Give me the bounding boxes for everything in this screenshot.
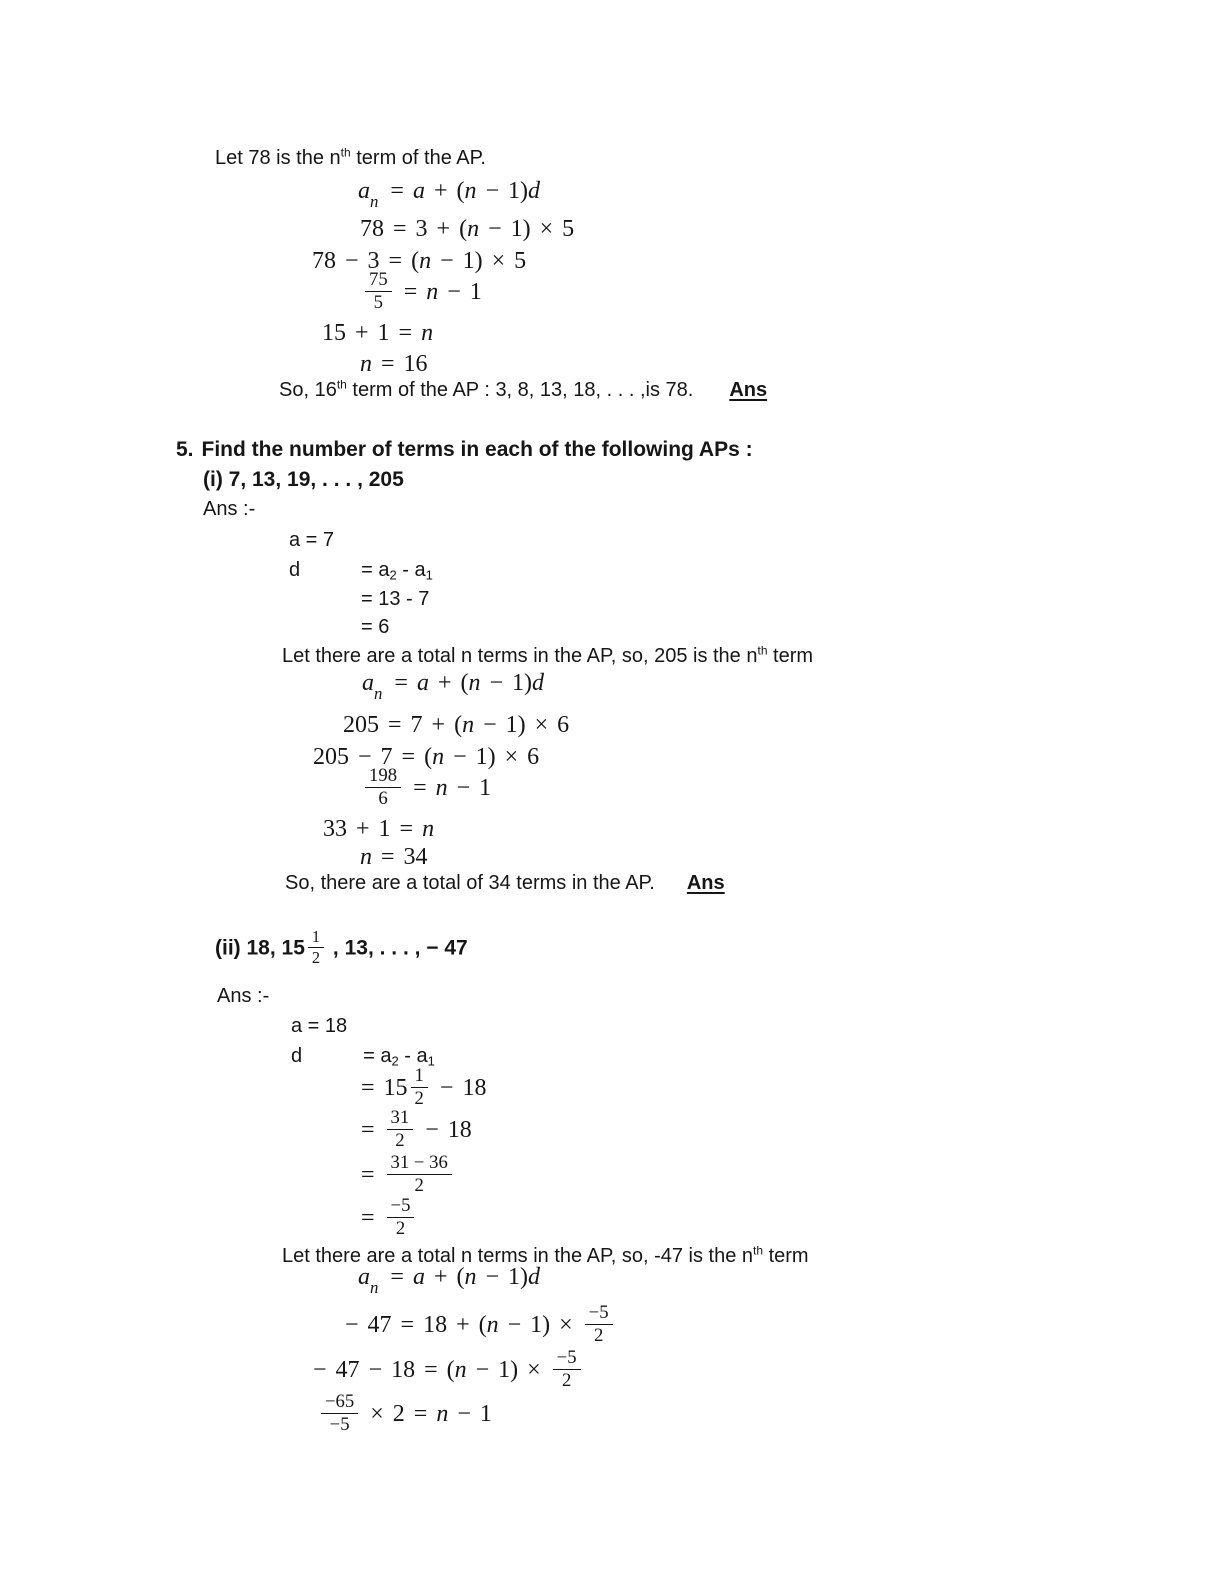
text-run: = 13 - 7 <box>361 588 430 610</box>
fraction-denominator: 5 <box>373 292 384 314</box>
text-run: − 1) × <box>498 1312 582 1339</box>
text-run: − 1) × 5 <box>479 216 575 242</box>
text-run: Ans :- <box>203 498 256 520</box>
text-run: n <box>462 712 475 738</box>
text-run: 2 <box>391 1053 399 1069</box>
fraction <box>585 1303 613 1346</box>
fraction <box>387 1153 452 1196</box>
text-run: − 47 − 18 = ( <box>313 1357 455 1384</box>
equation-line <box>358 176 540 213</box>
equation-line <box>360 214 574 244</box>
fraction <box>365 766 401 809</box>
equation-line <box>323 814 434 844</box>
fraction-denominator: 2 <box>414 1088 424 1110</box>
text-run: a <box>416 670 429 696</box>
sub-question-heading <box>215 927 468 968</box>
text-run: n <box>464 178 477 204</box>
value-line <box>289 557 433 585</box>
text-run: d <box>289 559 301 581</box>
text-run: n <box>426 279 439 306</box>
text-run: − 1) × 6 <box>474 712 570 738</box>
text-run: − 1) <box>476 1264 528 1290</box>
text-run: − 47 = 18 + ( <box>345 1312 487 1339</box>
fraction-denominator: 6 <box>378 788 388 810</box>
fraction-denominator: 2 <box>593 1325 604 1347</box>
fraction <box>387 1108 414 1151</box>
equation-line <box>322 318 433 348</box>
fraction-numerator: −5 <box>387 1196 415 1218</box>
equation-line <box>358 1262 540 1299</box>
statement-line <box>215 145 486 171</box>
text-run: + ( <box>428 670 469 696</box>
equation-line <box>313 1347 584 1393</box>
text-run: n <box>422 816 435 842</box>
fraction-numerator: 31 <box>387 1108 414 1130</box>
text-run: term <box>767 645 814 667</box>
text-run: a = 18 <box>291 1015 348 1037</box>
equation-line <box>362 765 492 811</box>
text-run: - a <box>398 1045 428 1067</box>
text-run: × 2 = <box>361 1401 437 1428</box>
text-run: Find the number of terms in each of the following APs : <box>201 438 753 461</box>
text-run: − 1 <box>438 279 482 306</box>
text-run: n <box>432 744 445 770</box>
fraction-numerator: 1 <box>411 1066 428 1088</box>
answer-label: Ans <box>686 872 725 894</box>
text-run: = <box>361 1205 384 1232</box>
text-run: 15 + 1 = <box>322 320 422 346</box>
text-run: − 18 <box>430 1075 487 1102</box>
text-run: = <box>381 178 413 204</box>
text-run: 1 <box>425 567 433 583</box>
value-line <box>361 1065 487 1111</box>
value-line <box>361 614 389 640</box>
text-run: n <box>464 1264 477 1290</box>
fraction <box>365 270 392 313</box>
text-run: − 18 <box>416 1117 472 1144</box>
text-run: 205 − 7 = ( <box>313 744 433 770</box>
equation-line <box>345 1302 616 1348</box>
text-run: − 1) × 6 <box>444 744 540 770</box>
text-run: 78 = 3 + ( <box>360 216 468 242</box>
text-run: − 1) <box>480 670 532 696</box>
value-line <box>361 1152 455 1198</box>
text-run: th <box>340 145 351 160</box>
text-run: + ( <box>424 1264 465 1290</box>
text-run: = 6 <box>361 616 390 638</box>
text-run: − 1 <box>447 775 492 802</box>
text-run: n <box>436 1401 449 1428</box>
text-run: = 15 <box>361 1075 408 1102</box>
text-run: a = 7 <box>289 529 335 551</box>
text-run: th <box>753 1243 764 1258</box>
text-run: (i) 7, 13, 19, . . . , 205 <box>203 468 404 491</box>
text-run: d <box>528 1264 540 1290</box>
text-run: = 16 <box>372 351 428 377</box>
text-run: n <box>486 1312 499 1339</box>
text-run: 2 <box>389 567 397 583</box>
conclusion-line <box>279 377 767 403</box>
fraction-denominator: 2 <box>395 1130 405 1152</box>
fraction-numerator: 198 <box>365 766 401 788</box>
text-run: n <box>360 844 372 870</box>
fraction <box>553 1348 581 1391</box>
text-run: + ( <box>424 178 465 204</box>
text-run: n <box>374 684 383 704</box>
value-line <box>361 1195 417 1241</box>
value-line <box>361 1107 472 1153</box>
text-run: d <box>291 1045 303 1067</box>
text-run: So, there are a total of 34 terms in the AP. <box>285 872 655 894</box>
equation-line <box>360 842 428 872</box>
equation-line <box>362 668 544 705</box>
fraction <box>308 928 324 966</box>
fraction-numerator: 1 <box>308 928 324 948</box>
text-run: = <box>361 1117 384 1144</box>
text-run: = <box>385 670 417 696</box>
text-run: = 34 <box>372 844 428 870</box>
equation-line <box>343 710 569 740</box>
fraction <box>411 1066 428 1109</box>
text-run: a <box>362 670 374 696</box>
text-run: Let 78 is the n <box>215 147 341 169</box>
text-run: = a <box>361 559 390 581</box>
text-run: , 13, . . . , − 47 <box>327 936 468 960</box>
text-run: 78 − 3 = ( <box>312 248 420 274</box>
text-run: = <box>404 775 436 802</box>
text-run: Ans :- <box>217 985 270 1007</box>
text-run: = a <box>363 1045 392 1067</box>
text-run: n <box>419 248 432 274</box>
text-run: n <box>370 1278 379 1298</box>
text-run: d <box>532 670 544 696</box>
fraction-denominator: 2 <box>561 1370 572 1392</box>
fraction-denominator: 2 <box>414 1175 424 1197</box>
fraction-denominator: −5 <box>329 1414 350 1436</box>
answer-label: Ans <box>729 379 768 401</box>
text-run: d <box>528 178 540 204</box>
value-line <box>361 586 429 612</box>
text-run: a <box>412 1264 425 1290</box>
answer-label-line <box>217 983 269 1009</box>
fraction-denominator: 2 <box>311 947 321 967</box>
text-run: - a <box>396 559 426 581</box>
text-run: a <box>412 178 425 204</box>
fraction-numerator: −5 <box>585 1303 613 1325</box>
text-run: a <box>358 1264 370 1290</box>
answer-label-line <box>203 496 255 522</box>
equation-line <box>318 1391 492 1437</box>
text-run: term of the AP : 3, 8, 13, 18, . . . ,is 78. <box>346 379 694 401</box>
statement-line <box>282 643 813 669</box>
text-run: (ii) 18, 15 <box>215 936 305 960</box>
text-run: − 1) <box>476 178 528 204</box>
text-run: a <box>358 178 370 204</box>
text-run: 205 = 7 + ( <box>343 712 463 738</box>
text-run: n <box>370 192 379 212</box>
text-run: n <box>454 1357 467 1384</box>
fraction-numerator: −65 <box>321 1392 358 1414</box>
sub-question-heading <box>203 466 404 493</box>
text-run: n <box>360 351 372 377</box>
fraction-numerator: 31 − 36 <box>387 1153 452 1175</box>
text-run: 1 <box>427 1053 435 1069</box>
fraction-denominator: 2 <box>395 1218 406 1240</box>
fraction <box>321 1392 358 1435</box>
text-run: − 1) × 5 <box>431 248 527 274</box>
equation-line <box>362 269 482 315</box>
text-run: term <box>763 1245 809 1267</box>
text-run: term of the AP. <box>350 147 486 169</box>
value-line <box>289 527 334 553</box>
text-run: n <box>468 670 481 696</box>
text-run: Let there are a total n terms in the AP, so, 205 is the n <box>282 645 758 667</box>
equation-line <box>360 349 428 379</box>
text-run: th <box>336 377 347 392</box>
text-run: = <box>361 1162 384 1189</box>
conclusion-line <box>285 870 725 896</box>
text-run: − 1) × <box>466 1357 550 1384</box>
text-run: − 1 <box>448 1401 492 1428</box>
text-run: = <box>381 1264 413 1290</box>
text-run: n <box>421 320 434 346</box>
fraction-numerator: −5 <box>553 1348 581 1370</box>
text-run: Let there are a total n terms in the AP, so, -47 is the n <box>282 1245 754 1267</box>
text-run: n <box>435 775 448 802</box>
text-run: 33 + 1 = <box>323 816 423 842</box>
text-run: So, 16 <box>279 379 337 401</box>
text-run: = <box>394 279 427 306</box>
text-run: 5. <box>176 438 194 461</box>
fraction-numerator: 75 <box>365 270 392 292</box>
text-run: th <box>757 643 768 658</box>
fraction <box>387 1196 415 1239</box>
value-line <box>291 1013 347 1039</box>
text-run: n <box>467 216 480 242</box>
question-heading <box>176 436 753 463</box>
